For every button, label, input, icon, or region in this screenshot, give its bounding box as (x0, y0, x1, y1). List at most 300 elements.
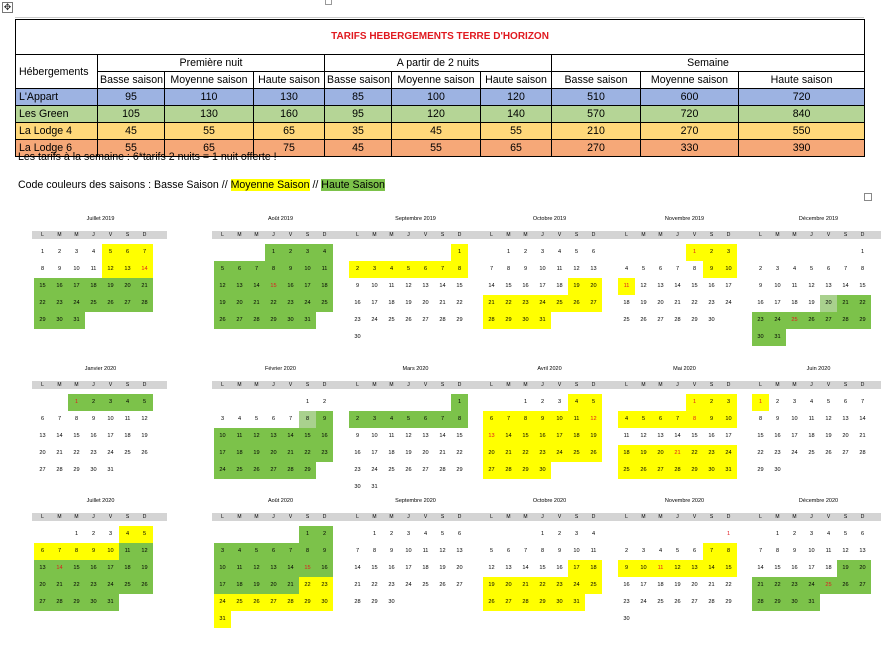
day-cell: 21 (859, 433, 866, 439)
row-name: La Lodge 4 (16, 123, 98, 140)
day-cell: 9 (389, 548, 394, 554)
day-cell: 23 (703, 445, 720, 462)
day-cell: 27 (500, 594, 517, 611)
weekday-letter: M (658, 232, 663, 238)
day-cell: 15 (456, 283, 463, 289)
day-cell: 13 (456, 548, 463, 554)
day-cell: 24 (102, 577, 119, 594)
weekday-letter: V (423, 232, 428, 238)
day-cell: 5 (489, 548, 494, 554)
day-cell: 22 (299, 445, 316, 462)
month-calendar (214, 497, 347, 627)
day-cell: 16 (556, 565, 563, 571)
month-calendar (483, 497, 616, 627)
day-cell: 16 (757, 300, 764, 306)
day-cell: 29 (725, 599, 732, 605)
day-cell: 10 (635, 560, 652, 577)
row-name: L'Appart (16, 89, 98, 106)
weekday-header (481, 231, 616, 239)
day-cell: 4 (624, 266, 629, 272)
day-cell: 5 (826, 399, 831, 405)
day-cell: 9 (534, 411, 551, 428)
header-group-semaine: Semaine (552, 55, 865, 72)
day-cell: 28 (136, 295, 153, 312)
day-cell: 16 (354, 450, 361, 456)
day-cell: 6 (860, 531, 865, 537)
day-cell: 26 (640, 317, 647, 323)
weekday-letter: M (254, 232, 259, 238)
weekday-letter: L (759, 514, 762, 520)
day-cell: 21 (282, 445, 299, 462)
day-cell: 25 (657, 599, 664, 605)
weekday-letter: L (221, 232, 224, 238)
day-cell: 7 (355, 548, 360, 554)
day-cell: 8 (74, 416, 79, 422)
month-title: Septembre 2019 (395, 216, 436, 222)
day-cell: 23 (786, 577, 803, 594)
day-cell: 23 (282, 295, 299, 312)
month-title: Février 2020 (265, 366, 296, 372)
day-cell: 21 (483, 295, 500, 312)
price-cell: 55 (98, 140, 165, 157)
day-cell: 23 (354, 467, 361, 473)
day-cell: 21 (136, 278, 153, 295)
day-cell: 23 (354, 317, 361, 323)
day-cell: 24 (371, 317, 378, 323)
day-cell: 5 (641, 266, 646, 272)
day-cell: 13 (422, 283, 429, 289)
row-name: La Lodge 6 (16, 140, 98, 157)
document-guide-line (15, 17, 864, 18)
month-title: Mars 2020 (402, 366, 429, 372)
weekday-letter: S (440, 232, 445, 238)
day-cell: 9 (618, 560, 635, 577)
weekday-letter: J (541, 232, 544, 238)
weekday-header (481, 381, 616, 389)
day-cell: 22 (534, 577, 551, 594)
day-cell: 10 (102, 543, 119, 560)
day-cell: 17 (102, 560, 119, 577)
day-cell: 4 (618, 411, 635, 428)
weekday-letter: M (641, 514, 646, 520)
day-cell: 21 (248, 295, 265, 312)
day-cell: 8 (506, 266, 511, 272)
day-cell: 16 (623, 582, 630, 588)
day-cell: 19 (808, 300, 815, 306)
weekday-letter: D (322, 514, 327, 520)
day-cell: 19 (405, 300, 412, 306)
day-cell: 24 (299, 295, 316, 312)
price-cell: 510 (552, 89, 641, 106)
day-cell: 1 (523, 399, 528, 405)
day-cell: 5 (102, 244, 119, 261)
day-cell: 10 (791, 416, 798, 422)
weekday-letter: L (625, 514, 628, 520)
day-cell: 19 (640, 300, 647, 306)
weekday-letter: S (305, 232, 310, 238)
resize-handle[interactable] (864, 193, 872, 201)
day-cell: 19 (674, 582, 681, 588)
day-cell: 21 (708, 582, 715, 588)
weekday-letter: J (407, 514, 410, 520)
weekday-letter: L (490, 514, 493, 520)
day-cell: 13 (119, 261, 136, 278)
day-cell: 7 (758, 548, 763, 554)
day-cell: 7 (57, 416, 62, 422)
day-cell: 17 (791, 433, 798, 439)
day-cell: 28 (752, 594, 769, 611)
day-cell: 20 (231, 295, 248, 312)
weekday-letter: L (221, 514, 224, 520)
weekday-letter: M (658, 382, 663, 388)
day-cell: 17 (371, 450, 378, 456)
day-cell: 8 (265, 261, 282, 278)
day-cell: 3 (74, 249, 79, 255)
header-group-a-partir-2-nuits: A partir de 2 nuits (325, 55, 552, 72)
weekday-letter: D (860, 514, 865, 520)
day-cell: 18 (316, 278, 333, 295)
month-calendar (618, 365, 751, 495)
price-cell: 120 (392, 106, 481, 123)
day-cell: 22 (757, 450, 764, 456)
day-cell: 18 (791, 300, 798, 306)
day-cell: 28 (837, 312, 854, 329)
day-cell: 5 (635, 411, 652, 428)
day-cell: 27 (422, 467, 429, 473)
day-cell: 24 (534, 295, 551, 312)
weekday-letter: V (557, 232, 562, 238)
price-cell: 45 (392, 123, 481, 140)
day-cell: 12 (248, 428, 265, 445)
day-cell: 17 (774, 300, 781, 306)
day-cell: 27 (422, 317, 429, 323)
day-cell: 1 (372, 531, 377, 537)
day-cell: 17 (725, 433, 732, 439)
day-cell: 23 (85, 577, 102, 594)
weekday-letter: V (557, 382, 562, 388)
day-cell: 16 (51, 278, 68, 295)
day-cell: 10 (107, 416, 114, 422)
day-cell: 27 (34, 594, 51, 611)
day-cell: 10 (573, 548, 580, 554)
day-cell: 19 (136, 560, 153, 577)
weekday-letter: J (92, 232, 95, 238)
day-cell: 4 (383, 411, 400, 428)
day-cell: 21 (837, 295, 854, 312)
day-cell: 31 (803, 594, 820, 611)
weekday-letter: J (541, 514, 544, 520)
day-cell: 31 (534, 312, 551, 329)
day-cell: 19 (837, 560, 854, 577)
month-title: Septembre 2020 (395, 498, 436, 504)
month-calendar (618, 215, 751, 345)
weekday-header (750, 381, 881, 389)
day-cell: 2 (91, 531, 96, 537)
price-cell: 330 (641, 140, 739, 157)
weekday-letter: J (92, 382, 95, 388)
day-cell: 27 (483, 462, 500, 479)
weekday-letter: M (775, 514, 780, 520)
day-cell: 12 (585, 411, 602, 428)
day-cell: 24 (68, 295, 85, 312)
weekday-letter: M (57, 514, 62, 520)
day-cell: 24 (640, 599, 647, 605)
weekday-letter: M (237, 514, 242, 520)
day-cell: 25 (618, 462, 635, 479)
weekday-letter: M (237, 232, 242, 238)
day-cell: 18 (231, 445, 248, 462)
day-cell: 26 (405, 467, 412, 473)
day-cell: 13 (859, 548, 866, 554)
day-cell: 22 (500, 295, 517, 312)
day-cell: 4 (119, 526, 136, 543)
day-cell: 9 (758, 283, 763, 289)
day-cell: 12 (136, 543, 153, 560)
day-cell: 12 (842, 548, 849, 554)
day-cell: 15 (691, 433, 698, 439)
weekday-letter: V (692, 232, 697, 238)
day-cell: 2 (316, 526, 333, 543)
day-cell: 8 (686, 411, 703, 428)
day-cell: 15 (517, 428, 534, 445)
day-cell: 20 (854, 560, 871, 577)
day-cell: 11 (119, 543, 136, 560)
day-cell: 1 (686, 394, 703, 411)
header-season: Basse saison (325, 72, 392, 89)
day-cell: 26 (214, 312, 231, 329)
day-cell: 20 (691, 582, 698, 588)
table-row (16, 106, 865, 123)
day-cell: 20 (820, 295, 837, 312)
weekday-letter: M (792, 514, 797, 520)
day-cell: 11 (388, 283, 395, 289)
day-cell: 25 (316, 295, 333, 312)
weekday-header (32, 513, 167, 521)
weekday-letter: S (709, 514, 714, 520)
day-cell: 21 (439, 450, 446, 456)
day-cell: 9 (91, 416, 96, 422)
weekday-letter: D (591, 514, 596, 520)
day-cell: 2 (703, 394, 720, 411)
day-cell: 5 (574, 249, 579, 255)
day-cell: 5 (400, 411, 417, 428)
day-cell: 16 (85, 560, 102, 577)
weekday-letter: M (254, 514, 259, 520)
weekday-letter: V (288, 382, 293, 388)
day-cell: 24 (769, 312, 786, 329)
day-cell: 19 (635, 445, 652, 462)
month-calendar (752, 497, 881, 627)
day-cell: 4 (316, 244, 333, 261)
header-season: Moyenne saison (392, 72, 481, 89)
day-cell: 11 (590, 548, 597, 554)
weekday-header (212, 231, 347, 239)
day-cell: 12 (248, 560, 265, 577)
weekday-letter: L (625, 382, 628, 388)
day-cell: 13 (265, 428, 282, 445)
day-cell: 27 (585, 295, 602, 312)
day-cell: 13 (825, 283, 832, 289)
day-cell: 26 (674, 599, 681, 605)
day-cell: 3 (775, 266, 780, 272)
weekday-letter: V (423, 514, 428, 520)
day-cell: 20 (34, 577, 51, 594)
weekday-letter: M (658, 514, 663, 520)
day-cell: 2 (624, 548, 629, 554)
day-cell: 25 (85, 295, 102, 312)
day-cell: 31 (299, 312, 316, 329)
day-cell: 30 (51, 312, 68, 329)
day-cell: 21 (282, 577, 299, 594)
day-cell: 25 (808, 450, 815, 456)
day-cell: 30 (774, 467, 781, 473)
month-calendar (618, 497, 751, 627)
table-move-icon[interactable]: ✥ (3, 2, 12, 12)
day-cell: 29 (456, 467, 463, 473)
day-cell: 18 (618, 445, 635, 462)
day-cell: 2 (389, 531, 394, 537)
day-cell: 31 (568, 594, 585, 611)
price-cell: 45 (325, 140, 392, 157)
weekday-letter: V (108, 514, 113, 520)
day-cell: 6 (119, 244, 136, 261)
header-group-premiere-nuit: Première nuit (98, 55, 325, 72)
day-cell: 27 (820, 312, 837, 329)
day-cell: 6 (417, 261, 434, 278)
day-cell: 18 (808, 433, 815, 439)
day-cell: 15 (691, 283, 698, 289)
day-cell: 15 (859, 283, 866, 289)
month-title: Novembre 2020 (664, 498, 705, 504)
weekday-letter: S (709, 382, 714, 388)
month-calendar (752, 215, 881, 345)
price-cell: 550 (739, 123, 865, 140)
price-cell: 270 (641, 123, 739, 140)
weekday-letter: L (625, 232, 628, 238)
day-cell: 24 (405, 582, 412, 588)
day-cell: 24 (725, 300, 732, 306)
price-cell: 45 (98, 123, 165, 140)
day-cell: 3 (720, 244, 737, 261)
day-cell: 4 (591, 531, 596, 537)
day-cell: 15 (774, 565, 781, 571)
day-cell: 3 (809, 531, 814, 537)
day-cell: 30 (90, 467, 97, 473)
day-cell: 8 (692, 266, 697, 272)
day-cell: 23 (388, 582, 395, 588)
day-cell: 11 (124, 416, 131, 422)
weekday-header (212, 381, 347, 389)
weekday-header (481, 513, 616, 521)
day-cell: 5 (136, 394, 153, 411)
day-cell: 6 (658, 266, 663, 272)
day-cell: 14 (674, 433, 681, 439)
day-cell: 30 (752, 329, 769, 346)
weekday-letter: M (389, 382, 394, 388)
price-cell: 75 (254, 140, 325, 157)
weekday-letter: S (125, 514, 130, 520)
day-cell: 26 (803, 312, 820, 329)
weekday-letter: L (490, 382, 493, 388)
day-cell: 2 (792, 531, 797, 537)
day-cell: 1 (305, 399, 310, 405)
day-cell: 25 (551, 295, 568, 312)
day-cell: 28 (282, 594, 299, 611)
day-cell: 20 (483, 445, 500, 462)
day-cell: 13 (422, 433, 429, 439)
day-cell: 4 (91, 249, 96, 255)
day-cell: 4 (792, 266, 797, 272)
header-season: Basse saison (98, 72, 165, 89)
day-cell: 1 (726, 531, 731, 537)
weekday-letter: V (557, 514, 562, 520)
day-cell: 4 (383, 261, 400, 278)
day-cell: 10 (774, 283, 781, 289)
weekday-letter: V (288, 514, 293, 520)
price-cell: 270 (552, 140, 641, 157)
day-cell: 24 (791, 450, 798, 456)
price-cell: 600 (641, 89, 739, 106)
header-season: Haute saison (481, 72, 552, 89)
price-cell: 95 (325, 106, 392, 123)
day-cell: 28 (859, 450, 866, 456)
day-cell: 12 (102, 261, 119, 278)
day-cell: 18 (623, 300, 630, 306)
legend-separator: // (309, 179, 322, 191)
weekday-letter: J (92, 514, 95, 520)
day-cell: 4 (237, 416, 242, 422)
header-season: Haute saison (254, 72, 325, 89)
day-cell: 2 (775, 399, 780, 405)
month-title: Décembre 2019 (798, 216, 839, 222)
day-cell: 20 (657, 300, 664, 306)
day-cell: 28 (248, 312, 265, 329)
weekday-letter: L (356, 382, 359, 388)
weekday-letter: J (541, 382, 544, 388)
day-cell: 24 (568, 577, 585, 594)
month-title: Octobre 2020 (532, 498, 567, 504)
day-cell: 18 (85, 278, 102, 295)
day-cell: 1 (451, 244, 468, 261)
month-title: Avril 2020 (537, 366, 562, 372)
weekday-letter: D (322, 232, 327, 238)
day-cell: 22 (517, 445, 534, 462)
day-cell: 3 (557, 399, 562, 405)
day-cell: 14 (248, 278, 265, 295)
weekday-letter: D (142, 514, 147, 520)
day-cell: 5 (809, 266, 814, 272)
day-cell: 6 (692, 548, 697, 554)
day-cell: 3 (720, 394, 737, 411)
day-cell: 22 (456, 450, 463, 456)
day-cell: 23 (752, 312, 769, 329)
day-cell: 24 (803, 577, 820, 594)
day-cell: 18 (388, 300, 395, 306)
day-cell: 27 (265, 462, 282, 479)
weekday-letter: S (843, 514, 848, 520)
day-cell: 2 (85, 394, 102, 411)
month-calendar (349, 497, 482, 627)
weekday-letter: J (676, 382, 679, 388)
day-cell: 30 (282, 312, 299, 329)
weekday-letter: J (810, 232, 813, 238)
month-calendar (34, 215, 167, 345)
day-cell: 7 (51, 543, 68, 560)
weekday-letter: D (322, 382, 327, 388)
day-cell: 2 (349, 261, 366, 278)
month-title: Novembre 2019 (664, 216, 705, 222)
day-cell: 8 (540, 548, 545, 554)
